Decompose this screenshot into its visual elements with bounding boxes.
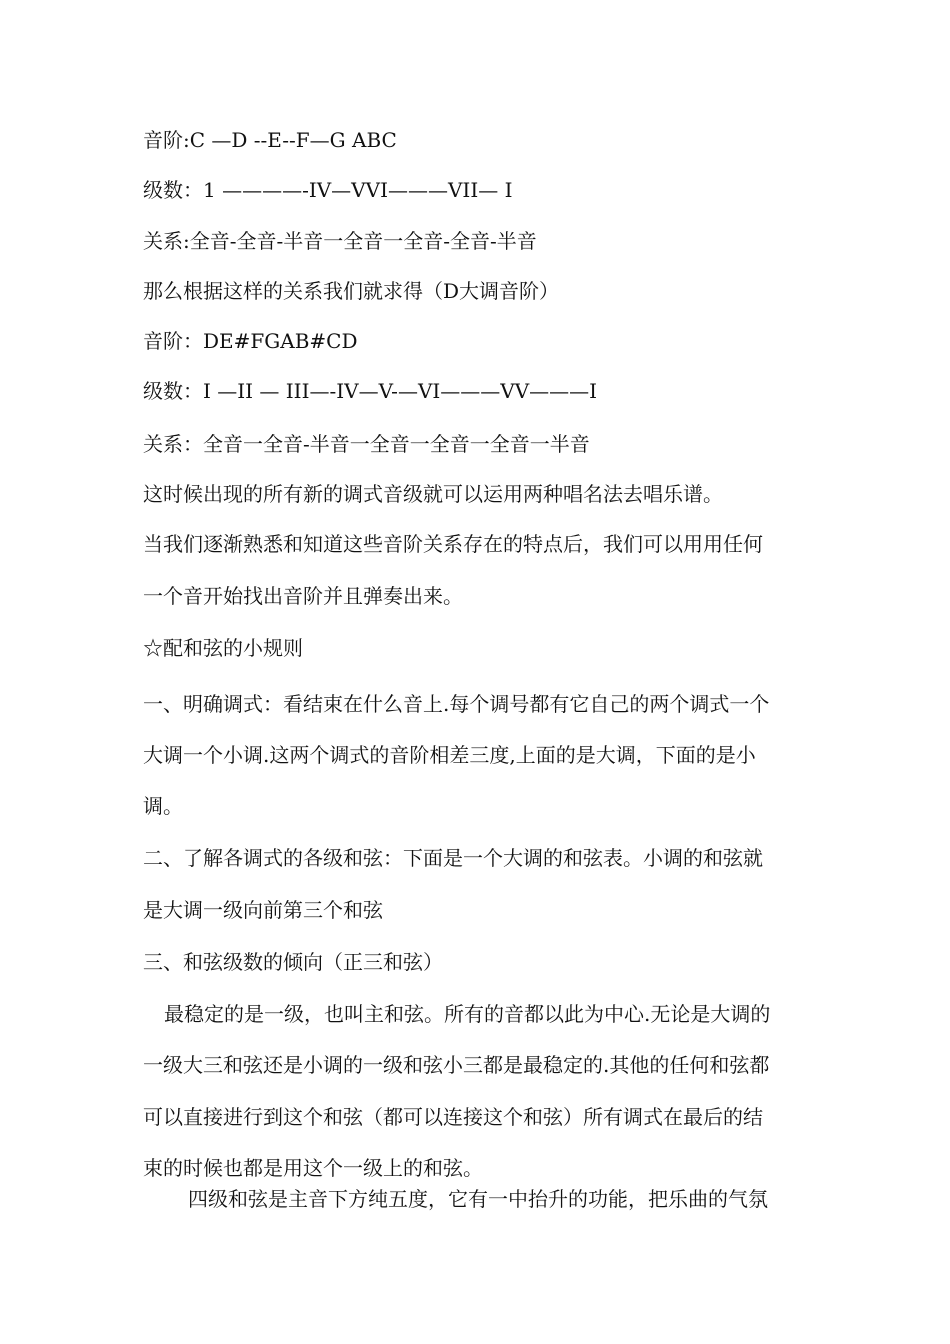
section-heading: ☆配和弦的小规则 bbox=[143, 636, 303, 660]
paragraph-line: 调。 bbox=[143, 794, 183, 818]
paragraph-line: 大调一个小调.这两个调式的音阶相差三度,上面的是大调，下面的是小 bbox=[143, 743, 756, 767]
scale-line-c: 音阶:C —D --E--F—G ABC bbox=[143, 128, 397, 152]
intro-d-major: 那么根据这样的关系我们就求得（D大调音阶） bbox=[143, 279, 560, 303]
paragraph-line: 二、了解各调式的各级和弦：下面是一个大调的和弦表。小调的和弦就 bbox=[143, 846, 763, 870]
paragraph-line: 束的时候也都是用这个一级上的和弦。 bbox=[143, 1156, 483, 1180]
paragraph-line: 四级和弦是主音下方纯五度，它有一中抬升的功能，把乐曲的气氛 bbox=[188, 1187, 768, 1211]
scale-line-d: 音阶：DE#FGAB#CD bbox=[143, 329, 358, 353]
degree-line-d: 级数：I —II — III—-IV—V-—VI———VV———I bbox=[143, 379, 598, 403]
relation-line-d: 关系：全音一全音-半音一全音一全音一全音一半音 bbox=[143, 432, 590, 456]
paragraph-line: 可以直接进行到这个和弦（都可以连接这个和弦）所有调式在最后的结 bbox=[143, 1105, 763, 1129]
section-heading: 三、和弦级数的倾向（正三和弦） bbox=[143, 950, 443, 974]
paragraph-line: 一级大三和弦还是小调的一级和弦小三都是最稳定的.其他的任何和弦都 bbox=[143, 1053, 770, 1077]
degree-line-c: 级数：1 ————-IV—VVI———VII— I bbox=[143, 178, 513, 202]
paragraph-line: 一、明确调式：看结束在什么音上.每个调号都有它自己的两个调式一个 bbox=[143, 692, 770, 716]
paragraph-line: 一个音开始找出音阶并且弹奏出来。 bbox=[143, 584, 463, 608]
relation-line-c: 关系:全音-全音-半音一全音一全音-全音-半音 bbox=[143, 229, 537, 253]
paragraph-line: 当我们逐渐熟悉和知道这些音阶关系存在的特点后，我们可以用用任何 bbox=[143, 532, 763, 556]
paragraph-line: 最稳定的是一级，也叫主和弦。所有的音都以此为中心.无论是大调的 bbox=[164, 1002, 771, 1026]
paragraph-line: 这时候出现的所有新的调式音级就可以运用两种唱名法去唱乐谱。 bbox=[143, 482, 723, 506]
paragraph-line: 是大调一级向前第三个和弦 bbox=[143, 898, 383, 922]
